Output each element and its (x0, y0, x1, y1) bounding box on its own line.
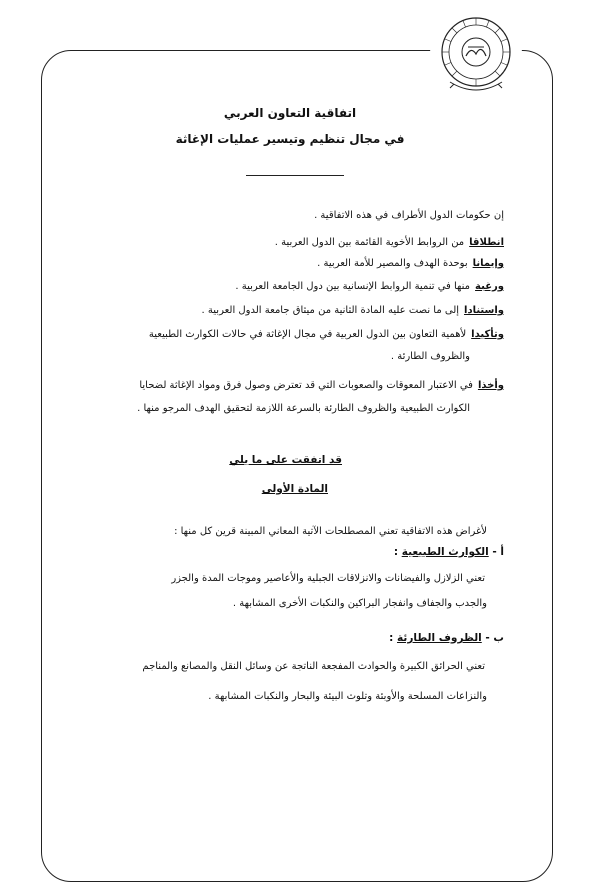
definition-a-text-2: والجدب والجفاف وانفجار البراكين والنكبات الأخرى المشابهة . (232, 598, 487, 609)
definition-b-text-1: تعني الحرائق الكبيرة والحوادث المفجعة الناتجة عن وسائل النقل والمصانع والمناجم (142, 661, 485, 672)
clause-text: إلى ما نصت عليه المادة الثانية من ميثاق جامعة الدول العربية . (201, 305, 460, 316)
clause-keyword: ورغبة (475, 281, 504, 292)
preamble-clause-6 (139, 379, 504, 393)
clause-keyword: وأخذا (477, 380, 504, 391)
definition-letter: ب - (485, 632, 504, 644)
definition-a-text-1: تعني الزلازل والفيضانات والانزلاقات الجبلية والأعاصير وموجات المدة والجزر (171, 573, 485, 584)
document-title: اتفاقية التعاون العربي (223, 106, 357, 120)
preamble-clause-6-cont: الكوارث الطبيعية والظروف الطارئة بالسرعة اللازمة لتحقيق الهدف المرجو منها . (137, 403, 470, 414)
arab-league-emblem-icon (430, 12, 522, 96)
preamble-clause-1 (275, 236, 504, 250)
definition-b-text-2: والنزاعات المسلحة والأوبئة وتلوث البيئة والبحار والنكبات المشابهة . (208, 691, 487, 702)
clause-keyword: واستنادا (464, 305, 504, 316)
definition-a-heading (394, 546, 504, 558)
preamble-clause-4 (202, 304, 504, 318)
clause-text: لأهمية التعاون بين الدول العربية في مجال الإغاثة في حالات الكوارث الطبيعية (148, 329, 467, 340)
clause-text: من الروابط الأخوية القائمة بين الدول العربية . (274, 237, 465, 248)
definition-b-heading (389, 632, 504, 644)
clause-text: في الاعتبار المعوقات والصعوبات التي قد تعترض وصول فرق ومواد الإغاثة لضحايا (139, 380, 473, 391)
preamble-clause-2 (317, 257, 504, 271)
document-subtitle: في مجال تنظيم وتيسير عمليات الإغاثة (175, 132, 405, 146)
title-underline (246, 175, 344, 176)
clause-keyword: وإيمانا (472, 258, 504, 269)
clause-keyword: انطلاقا (469, 237, 504, 248)
clause-text: منها في تنمية الروابط الإنسانية بين دول الجامعة العربية . (235, 281, 471, 292)
definition-term: الظروف الطارئة (397, 632, 482, 644)
preamble-clause-5-cont: والظروف الطارئة . (390, 351, 470, 362)
definition-letter: أ - (492, 546, 504, 558)
article-intro: لأغراض هذه الاتفاقية تعني المصطلحات الآتية المعاني المبينة قرين كل منها : (174, 526, 487, 537)
definition-colon: : (389, 632, 394, 644)
preamble-clause-5 (149, 328, 504, 342)
preamble-intro: إن حكومات الدول الأطراف في هذه الاتفاقية . (314, 210, 504, 221)
clause-keyword: وتأكيدا (471, 329, 504, 340)
clause-text: بوحدة الهدف والمصير للأمة العربية . (317, 258, 468, 269)
definition-colon: : (393, 546, 399, 558)
preamble-clause-3 (235, 280, 504, 294)
definition-term: الكوارث الطبيعية (401, 546, 489, 558)
agreement-heading: قد اتفقت على ما يلي (229, 454, 342, 466)
article-heading: المادة الأولى (261, 483, 328, 495)
